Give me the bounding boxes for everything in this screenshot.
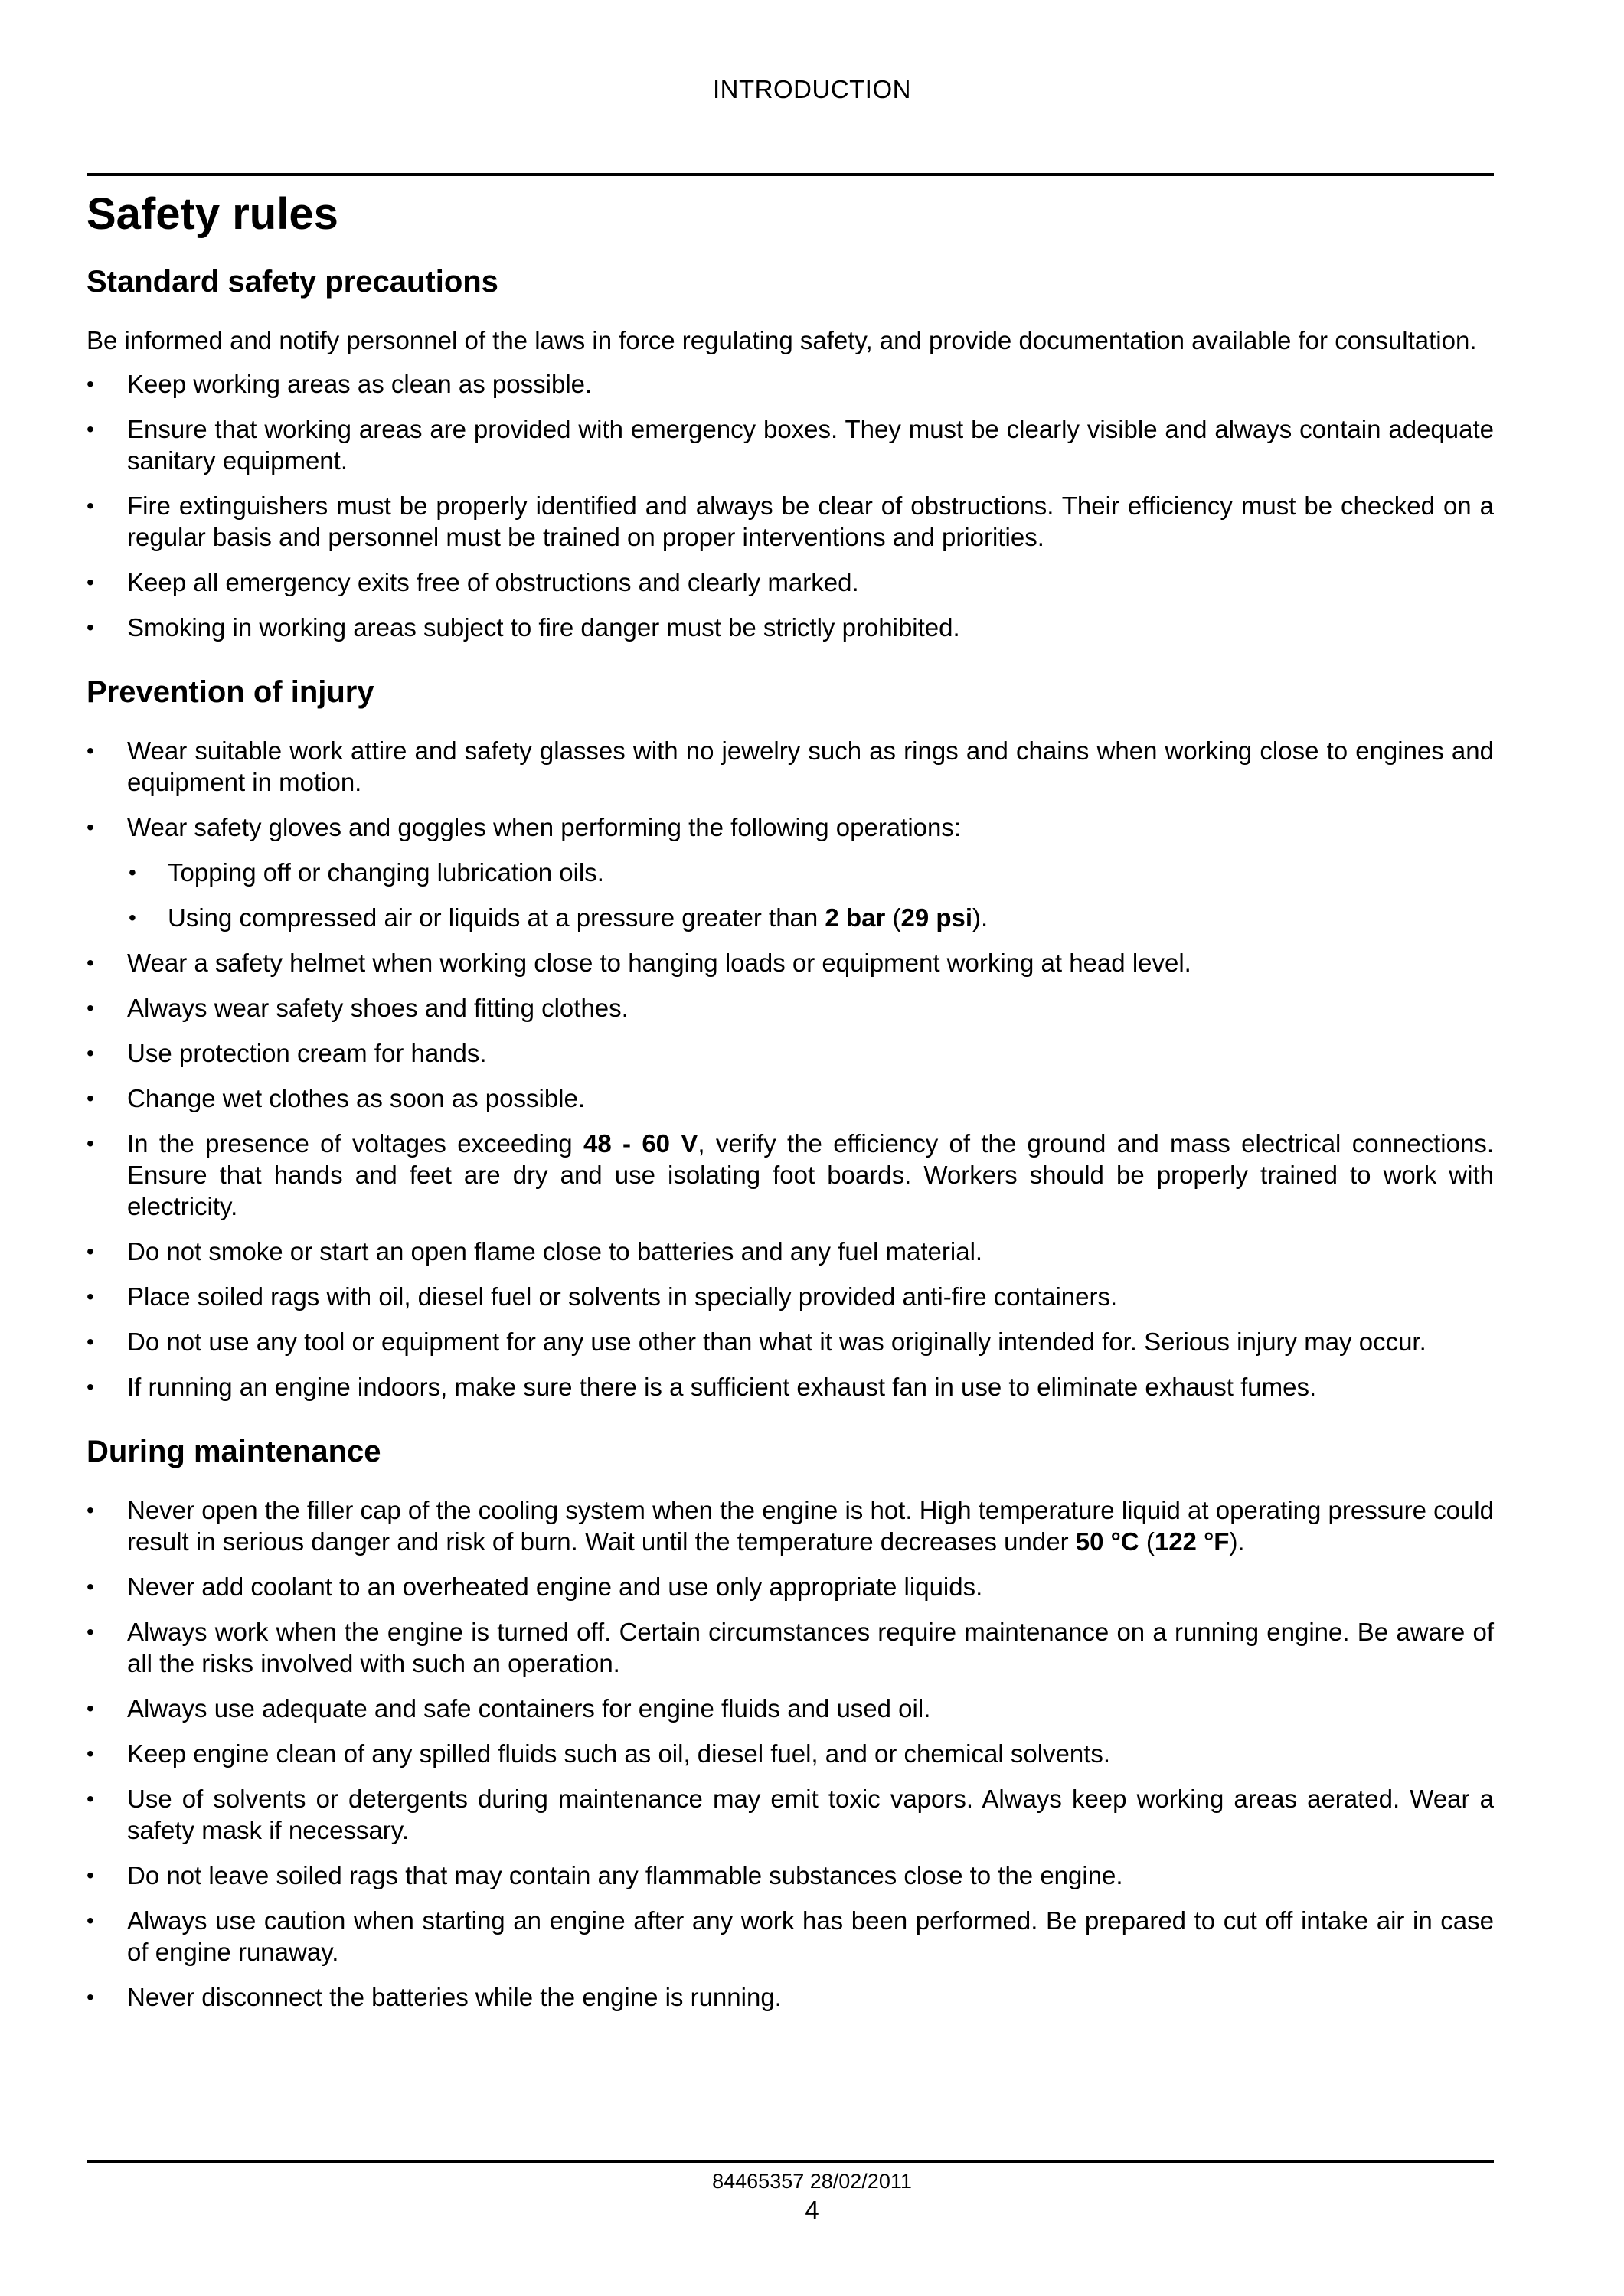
item-text: (: [885, 903, 901, 932]
list-item: • Wear suitable work attire and safety glasses with no jewelry such as rings and chains when working close to engines and equipment in motion.: [87, 735, 1494, 798]
page-content: [87, 178, 1494, 2013]
item-text: Using compressed air or liquids at a pressure greater than: [168, 903, 825, 932]
list-item: • Change wet clothes as soon as possible.: [87, 1083, 1494, 1114]
list-item: • Ensure that working areas are provided with emergency boxes. They must be clearly visible and always contain adequate sanitary equipment.: [87, 413, 1494, 476]
page-number: 4: [805, 2196, 819, 2224]
standard-safety-list: [87, 368, 1494, 643]
section-heading-during-maintenance: During maintenance: [87, 1435, 381, 1468]
item-text: Never open the filler cap of the cooling system when the engine is hot. High temperature liquid at operating pressure could result in serious danger and risk of burn. Wait until the temperature decreases under: [127, 1496, 1494, 1556]
list-item: • Always use caution when starting an engine after any work has been performed. Be prepared to cut off intake air in case of engine runaway.: [87, 1905, 1494, 1968]
list-item: • Do not leave soiled rags that may contain any flammable substances close to the engine.: [87, 1860, 1494, 1891]
sub-list-item: • Topping off or changing lubrication oils.: [87, 857, 1494, 888]
list-item: • Use of solvents or detergents during maintenance may emit toxic vapors. Always keep working areas aerated. Wear a safety mask if necessary.: [87, 1783, 1494, 1846]
list-item: • Never disconnect the batteries while the engine is running.: [87, 1981, 1494, 2013]
item-text: , verify the efficiency of the ground and mass electrical connections. Ensure that hands and feet are dry and use isolating foot boards. Workers should be properly trained to work with electricity.: [127, 1129, 1495, 1220]
list-item: • Always use adequate and safe containers for engine fluids and used oil.: [87, 1693, 1494, 1724]
item-text: ).: [972, 903, 988, 932]
page-title: Safety rules: [87, 189, 338, 239]
list-item: • Wear a safety helmet when working close to hanging loads or equipment working at head level.: [87, 947, 1494, 978]
top-divider: [87, 173, 1494, 176]
list-item: • Place soiled rags with oil, diesel fuel or solvents in specially provided anti-fire containers.: [87, 1281, 1494, 1312]
section-heading-prevention-of-injury: Prevention of injury: [87, 675, 374, 709]
footer-doc-id: 84465357 28/02/2011: [712, 2170, 912, 2193]
list-item: • Keep all emergency exits free of obstructions and clearly marked.: [87, 567, 1494, 598]
pressure-value-psi: 29 psi: [900, 903, 973, 932]
temperature-value-c: 50 °C: [1075, 1527, 1139, 1556]
during-maintenance-list: [87, 1494, 1494, 2013]
list-item: • Use protection cream for hands.: [87, 1037, 1494, 1069]
list-item: • If running an engine indoors, make sure there is a sufficient exhaust fan in use to eliminate exhaust fumes.: [87, 1371, 1494, 1403]
list-item: • Keep working areas as clean as possible.: [87, 368, 1494, 400]
list-item: • Never add coolant to an overheated engine and use only appropriate liquids.: [87, 1571, 1494, 1602]
list-item: • Keep engine clean of any spilled fluids such as oil, diesel fuel, and or chemical solvents.: [87, 1738, 1494, 1769]
temperature-value-f: 122 °F: [1154, 1527, 1230, 1556]
item-text: ).: [1229, 1527, 1245, 1556]
sub-list-item: [87, 902, 1494, 933]
footer-divider: [87, 2160, 1494, 2163]
standard-safety-intro: Be informed and notify personnel of the laws in force regulating safety, and provide documentation available for consultation.: [87, 326, 1477, 354]
list-item: • Always wear safety shoes and fitting clothes.: [87, 992, 1494, 1024]
list-item: • Smoking in working areas subject to fire danger must be strictly prohibited.: [87, 612, 1494, 643]
list-item: [87, 1128, 1494, 1222]
prevention-of-injury-list: [87, 735, 1494, 1403]
item-text: In the presence of voltages exceeding: [127, 1129, 583, 1158]
list-item: [87, 1494, 1494, 1557]
list-item: • Do not smoke or start an open flame close to batteries and any fuel material.: [87, 1236, 1494, 1267]
section-heading-standard-safety: Standard safety precautions: [87, 265, 498, 299]
item-text: (: [1139, 1527, 1155, 1556]
running-header: INTRODUCTION: [713, 75, 911, 103]
list-item: • Wear safety gloves and goggles when performing the following operations:: [87, 812, 1494, 843]
pressure-value-bar: 2 bar: [825, 903, 886, 932]
voltage-value: 48 - 60 V: [583, 1129, 698, 1158]
list-item: • Do not use any tool or equipment for any use other than what it was originally intended for. Serious injury may occur.: [87, 1326, 1494, 1357]
list-item: • Fire extinguishers must be properly identified and always be clear of obstructions. Their efficiency must be checked on a regular basis and personnel must be trained on proper interventions and priorities.: [87, 490, 1494, 553]
list-item: • Always work when the engine is turned off. Certain circumstances require maintenance on a running engine. Be aware of all the risks involved with such an operation.: [87, 1616, 1494, 1679]
